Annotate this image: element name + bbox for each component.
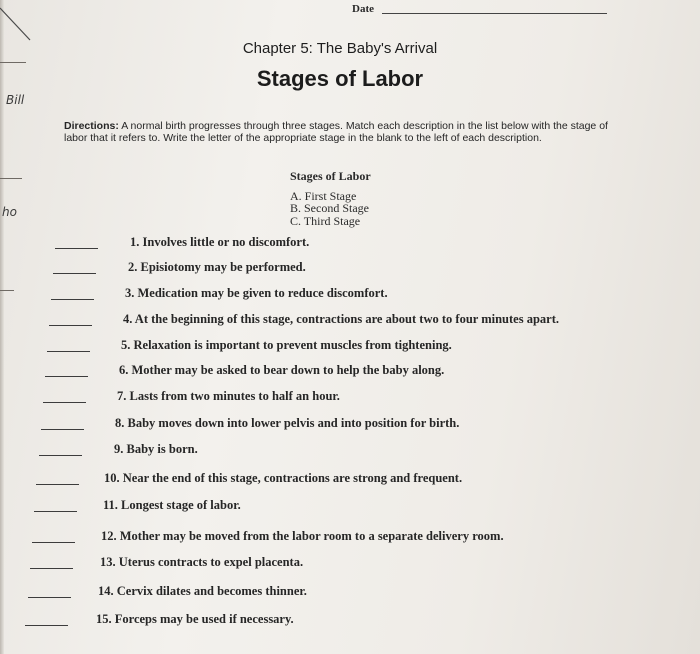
item-text: 4. At the beginning of this stage, contractions are about two to four minutes apart. [123,312,559,326]
answer-blank[interactable] [49,325,92,326]
answer-blank[interactable] [41,429,84,430]
item-text: 5. Relaxation is important to prevent muscles from tightening. [121,338,452,352]
item-text: 13. Uterus contracts to expel placenta. [100,555,304,569]
item-text: 14. Cervix dilates and becomes thinner. [98,584,307,598]
stage-option-a: A. First Stage [290,188,357,203]
answer-blank[interactable] [53,273,96,274]
page-title: Stages of Labor [256,66,424,91]
answer-blank[interactable] [32,542,75,543]
item-text: 12. Mother may be moved from the labor room to a separate delivery room. [101,529,504,543]
stage-option-c: C. Third Stage [290,213,361,228]
item-text: 11. Longest stage of labor. [103,498,241,512]
item-text: 2. Episiotomy may be performed. [128,260,306,274]
item-text: 7. Lasts from two minutes to half an hour. [117,389,340,403]
item-text: 15. Forceps may be used if necessary. [96,612,294,626]
chapter-heading: Chapter 5: The Baby's Arrival [242,40,438,57]
stage-option-b: B. Second Stage [290,201,369,215]
answer-blank[interactable] [34,511,77,512]
answer-blank[interactable] [55,248,98,249]
margin-note-bill: Bill [6,93,25,107]
directions-label: Directions: [64,120,119,132]
answer-blank[interactable] [51,299,94,300]
date-label: Date [352,3,374,15]
directions-text: A normal birth progresses through three stages. Match each description in the list below with the stage of labor that it refers to. Write the letter of the appropriate stage in the blank to the left of each description. [64,120,608,144]
item-text: 1. Involves little or no discomfort. [130,235,310,249]
answer-blank[interactable] [28,597,71,598]
answer-blank[interactable] [36,484,79,485]
item-text: 3. Medication may be given to reduce discomfort. [125,286,388,300]
item-text: 6. Mother may be asked to bear down to help the baby along. [119,363,445,377]
answer-blank[interactable] [30,568,73,569]
margin-note-ho: ho [2,205,17,219]
answer-blank[interactable] [43,402,86,403]
item-text: 9. Baby is born. [114,442,198,456]
answer-blank[interactable] [45,376,88,377]
answer-blank[interactable] [25,625,68,626]
item-text: 8. Baby moves down into lower pelvis and into position for birth. [115,416,460,430]
stages-heading: Stages of Labor [290,169,371,183]
answer-blank[interactable] [39,455,82,456]
item-text: 10. Near the end of this stage, contractions are strong and frequent. [104,471,463,485]
answer-blank[interactable] [47,351,90,352]
